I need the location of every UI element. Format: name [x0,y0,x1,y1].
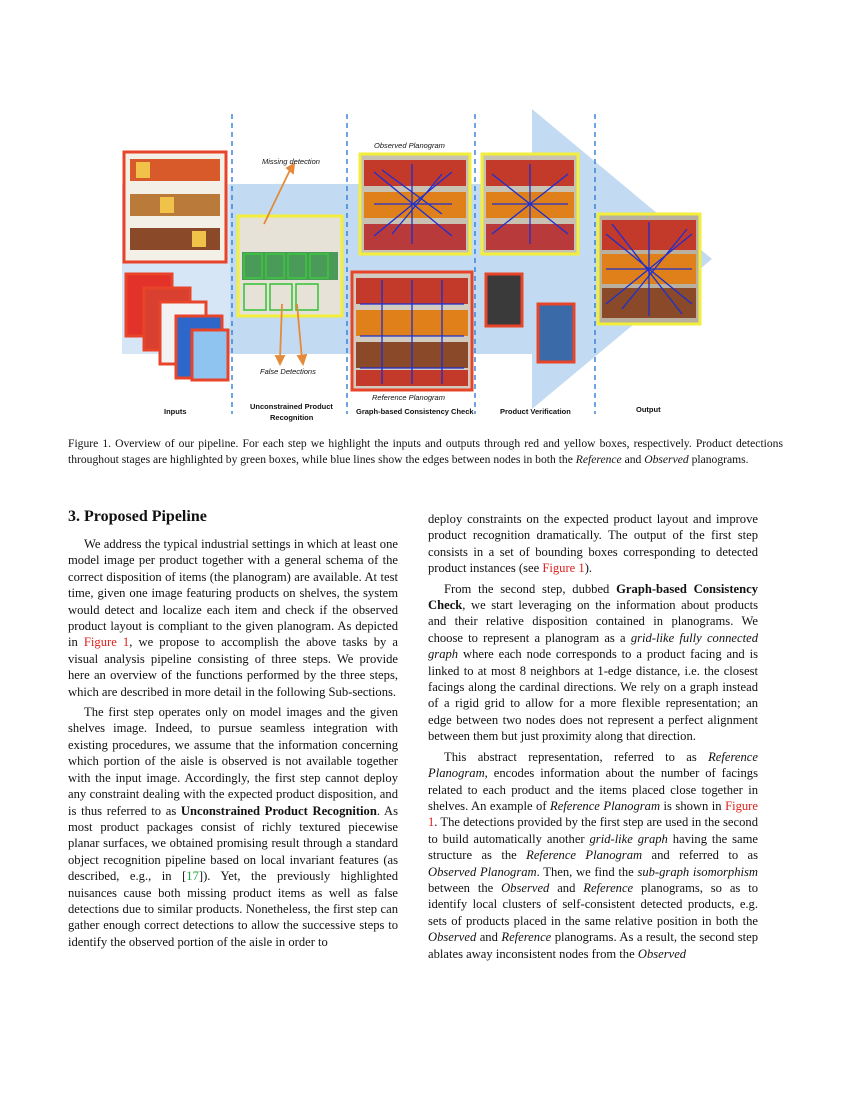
citation-link[interactable]: 17 [186,869,199,884]
unconstrained-detections [238,216,342,316]
false-detections-label: False Detections [260,367,316,376]
left-column [68,508,398,954]
paragraph: This abstract representation, referred to as Reference Planogram, encodes information about the number of facings related to each product and the items placed close together in shelves. An example of Reference Planogram is shown in Figure 1. The detections provided by the first step are used in the second to build automatically another grid-like graph having the same structure as the Reference Planogram and referred to as Observed Planogram. Then, we find the sub-graph isomorphism between the Observed and Reference planograms, so as to identify local clusters of self-consistent detected products, e.g. sets of products placed in the same relative position in both the Observed and Reference planograms. As a result, the second step ablates away inconsistent nodes from the Observed [428,749,759,961]
stage-label-graph: Graph-based Consistency Check [356,407,474,416]
paragraph: The first step operates only on model images and the given shelves image. Indeed, to pursue seamless integration with existing procedures, we assume that the information concerning which portion of the aisle is observed is not available together with the input image. Accordingly, the first step cannot deploy any constraint dealing with the expected product disposition, and is thus referred to as Unconstrained Product Recognition. As most product packages consist of richly textured piecewise planar surfaces, we obtained promising result through a standard object recognition pipeline based on local invariant features (as described, e.g., in [17]). Yet, the previously highlighted nuisances cause both missing product items as well as false detections due to similar products. Nonetheless, the first step can gather enough correct detections to allow the successive steps to identify the observed portion of the aisle in order to [68,705,399,949]
missing-detection-label: Missing detection [262,157,320,166]
figure-link[interactable]: Figure 1 [83,635,130,650]
paragraph: From the second step, dubbed Graph-based Consistency Check, we start leveraging on the information about products and their relative disposition contained in planograms. We choose to represent a planogram as a grid-like fully connected graph where each node corresponds to a product facing and is linked to at most 8 neighbors at 1-edge distance, i.e. the closest facings along the cardinal directions. We rely on a graph instead of a rigid grid to allow for a more flexible representation; an edge between two nodes does not represent a perfect alignment between them but just proximity along that direction. [428,581,758,744]
figure-link[interactable]: Figure 1 [542,561,585,576]
paragraph: We address the typical industrial settings in which at least one model image per product together with a general schema of the correct disposition of items (the planogram) are available. At test time, given one image featuring products on shelves, the system would detect and localize each item and check if the observed product layout is compliant to the given planogram. As depicted in Figure 1, we propose to accomplish the above tasks by a visual analysis pipeline consisting of three steps. We provide here an overview of the functions performed by the three steps, which are described in more detail in the following Sub-sections. [68,537,398,699]
output-planogram [598,214,700,324]
reference-planogram [352,272,472,390]
figure-caption: Figure 1. Overview of our pipeline. For each step we highlight the inputs and outputs through red and yellow boxes, respectively. Product detections throughout stages are highlighted by green boxes, while blue lines show the edges between nodes in both the Reference and Observed planograms. [68,437,783,466]
section-title: 3. Proposed Pipeline [68,508,207,525]
figure-link[interactable]: Figure 1 [428,798,758,830]
pipeline-figure [112,104,742,434]
reference-planogram-label: Reference Planogram [372,393,445,402]
paragraph: deploy constraints on the expected product layout and improve product recognition dramatically. The output of the first step consists in a set of bounding boxes corresponding to detected product instances (see Figure 1). [428,512,758,576]
stage-label-unconstrained-1: Unconstrained Product [250,402,333,411]
stage-label-output: Output [636,405,661,414]
right-column [428,511,758,966]
stage-label-verification: Product Verification [500,407,571,416]
input-shelf-image [124,152,226,262]
observed-planogram-label: Observed Planogram [374,141,445,150]
stage-label-inputs: Inputs [164,407,187,416]
stage-label-unconstrained-2: Recognition [270,413,314,422]
observed-planogram [360,154,470,254]
